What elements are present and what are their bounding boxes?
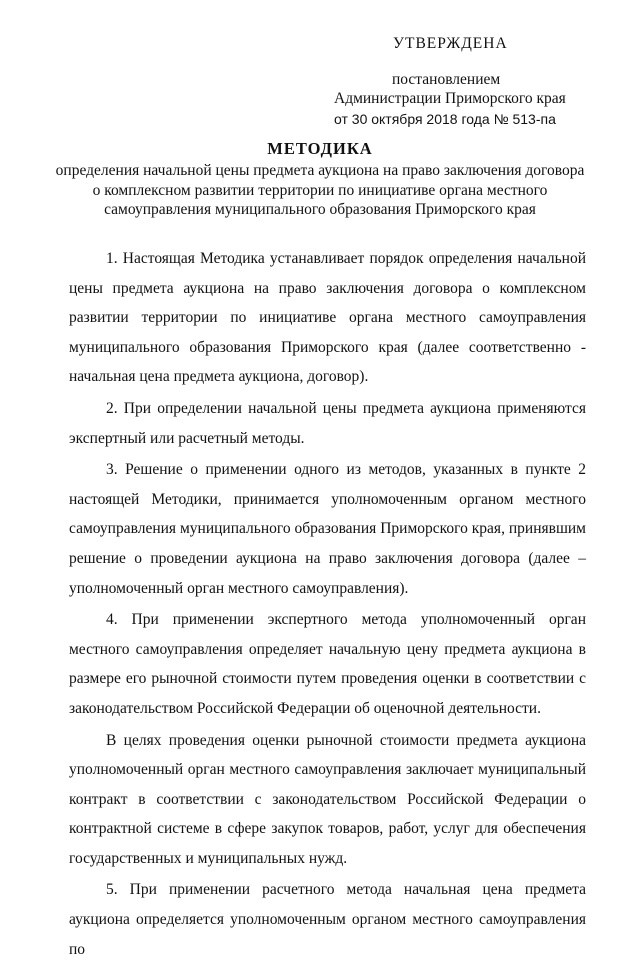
title-block [50, 138, 590, 220]
paragraph-1: 1. Настоящая Методика устанавливает порядок определения начальной цены предмета аукциона на право заключения договора о комплексном развитии территории по инициативе органа местного самоуправления муниципального образования Приморского края (далее соответственно - начальная цена предмета аукциона, договор). [69, 250, 586, 386]
document-body [69, 244, 586, 966]
approval-line-authority: Администрации Приморского края [334, 90, 566, 107]
document-subtitle: определения начальной цены предмета аукциона на право заключения договора о комплексном развитии территории по инициативе органа местного самоуправления муниципального образования Приморского края [55, 162, 585, 218]
paragraph-3: 3. Решение о применении одного из методов, указанных в пункте 2 настоящей Методики, принимается уполномоченным органом местного самоуправления муниципального образования Приморского края, принявшим решение о проведении аукциона на право заключения договора (далее – уполномоченный орган местного самоуправления). [69, 461, 586, 597]
approval-status: УТВЕРЖДЕНА [393, 35, 508, 52]
paragraph-5: 5. При применении расчетного метода начальная цена предмета аукциона определяется уполномоченным органом местного самоуправления по [69, 881, 586, 958]
paragraph-4-continued: В целях проведения оценки рыночной стоимости предмета аукциона уполномоченный орган местного самоуправления заключает муниципальный контракт в соответствии с законодательством Российской Федерации о контрактной системе в сфере закупок товаров, работ, услуг для обеспечения государственных и муниципальных нужд. [69, 731, 586, 867]
document-title: МЕТОДИКА [267, 139, 373, 158]
approval-line-date-number: от 30 октября 2018 года № 513-па [334, 111, 556, 127]
paragraph-2: 2. При определении начальной цены предмета аукциона применяются экспертный или расчетный методы. [69, 399, 586, 447]
approval-line-decree: постановлением [392, 71, 501, 88]
paragraph-4: 4. При применении экспертного метода уполномоченный орган местного самоуправления определяет начальную цену предмета аукциона в размере его рыночной стоимости путем проведения оценки в соответствии с законодательством Российской Федерации об оценочной деятельности. [69, 611, 586, 717]
